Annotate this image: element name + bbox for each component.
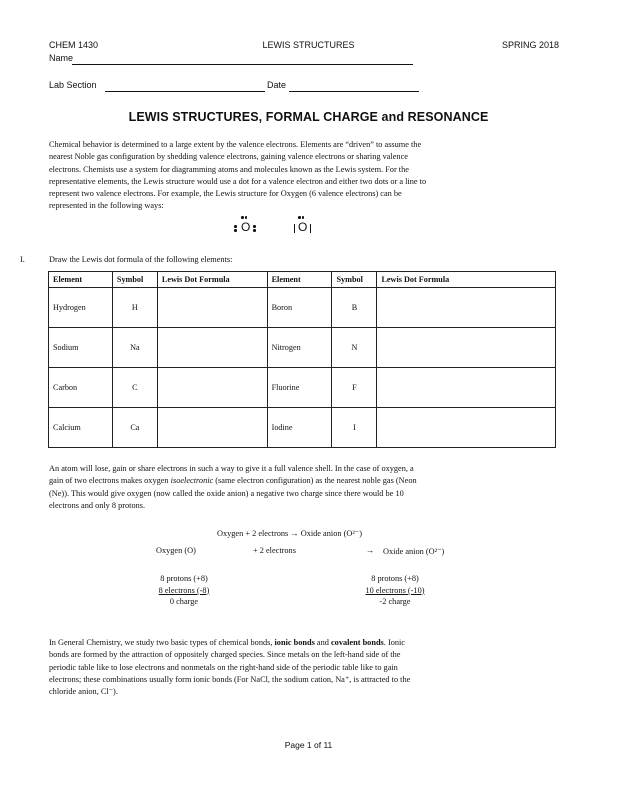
section-numeral: I. — [20, 255, 25, 264]
column-header: Lewis Dot Formula — [157, 272, 267, 288]
equation-arrow: → — [366, 546, 375, 555]
name-label: Name — [49, 53, 74, 63]
element-symbol: H — [112, 288, 157, 328]
lewis-answer-cell[interactable] — [377, 328, 556, 368]
equation-reactant: Oxygen (O) — [156, 546, 196, 555]
element-symbol: Ca — [112, 408, 157, 448]
proton-count: 8 protons (+8) — [371, 574, 419, 583]
equation-electrons: + 2 electrons — [253, 546, 296, 555]
paragraph-line: periodic table like to lose electrons and nonmetals on the right-hand side of the periodic table like to gain — [49, 662, 398, 672]
intro-line: electrons. Chemists use a system for diagramming atoms and molecules known as the Lewis system. For the — [49, 164, 409, 174]
element-symbol: N — [332, 328, 377, 368]
lewis-answer-cell[interactable] — [157, 408, 267, 448]
element-symbol: F — [332, 368, 377, 408]
column-header: Element — [267, 272, 332, 288]
header-topic: LEWIS STRUCTURES — [262, 40, 355, 50]
element-name: Boron — [267, 288, 332, 328]
oxide-anion-tally — [355, 573, 435, 608]
intro-line: nearest Noble gas configuration by shedding valence electrons, gaining valence electrons or sharing valence — [49, 152, 408, 162]
table-row — [49, 288, 556, 328]
element-name: Fluorine — [267, 368, 332, 408]
element-name: Carbon — [49, 368, 113, 408]
element-symbol: I — [332, 408, 377, 448]
intro-line: representative elements, the Lewis structure would use a dot for a valence electron and either two dots or a line to — [49, 176, 427, 186]
electron-count: 10 electrons (-10) — [365, 585, 425, 595]
column-header: Symbol — [112, 272, 157, 288]
intro-line: represent two valence electrons. For example, the Lewis structure for Oxygen (6 valence electrons) can be — [49, 189, 402, 199]
section-instruction: Draw the Lewis dot formula of the following elements: — [49, 255, 233, 264]
date-label: Date — [267, 80, 287, 90]
equation-product: Oxide anion (O²⁻) — [383, 547, 445, 556]
oxygen-symbol: O — [298, 220, 308, 234]
element-symbol: Na — [112, 328, 157, 368]
element-name: Calcium — [49, 408, 113, 448]
lewis-answer-cell[interactable] — [157, 368, 267, 408]
oxygen-lewis-lines — [290, 216, 320, 240]
page-title: LEWIS STRUCTURES, FORMAL CHARGE and RESONANCE — [128, 110, 489, 124]
lab-section-label: Lab Section — [49, 80, 97, 90]
element-symbol: B — [332, 288, 377, 328]
net-charge: 0 charge — [169, 597, 199, 606]
elements-table — [48, 271, 556, 448]
page-number: Page 1 of 11 — [284, 740, 333, 750]
element-name: Sodium — [49, 328, 113, 368]
lewis-answer-cell[interactable] — [157, 328, 267, 368]
element-name: Nitrogen — [267, 328, 332, 368]
table-row — [49, 368, 556, 408]
isoelectronic-paragraph — [49, 463, 559, 512]
paragraph-line: gain of two electrons makes oxygen isoelectronic (same electron configuration) as the nearest noble gas (Neon — [49, 476, 417, 486]
name-field[interactable] — [72, 64, 413, 65]
intro-line: represented in the following ways: — [49, 201, 164, 211]
oxygen-symbol: O — [241, 220, 251, 234]
proton-count: 8 protons (+8) — [160, 574, 208, 583]
element-name: Iodine — [267, 408, 332, 448]
header-term: SPRING 2018 — [501, 40, 559, 50]
lewis-answer-cell[interactable] — [377, 368, 556, 408]
date-field[interactable] — [289, 91, 419, 92]
oxygen-lewis-dots — [232, 216, 262, 240]
course-code: CHEM 1430 — [49, 40, 99, 50]
paragraph-line: bonds are formed by the attraction of oppositely charged species. Since metals on the left-hand side of the — [49, 650, 401, 660]
lewis-answer-cell[interactable] — [157, 288, 267, 328]
table-row — [49, 328, 556, 368]
lab-section-field[interactable] — [105, 91, 265, 92]
table-row — [49, 408, 556, 448]
lewis-answer-cell[interactable] — [377, 288, 556, 328]
paragraph-line: (Ne)). This would give oxygen (now called the oxide anion) a negative two charge since there would be 10 — [49, 488, 404, 498]
intro-line: Chemical behavior is determined to a large extent by the valence electrons. Elements are “driven” to assume the — [49, 140, 422, 149]
equation-summary: Oxygen + 2 electrons → Oxide anion (O²⁻) — [217, 529, 362, 538]
net-charge: -2 charge — [379, 597, 411, 606]
column-header: Lewis Dot Formula — [377, 272, 556, 288]
element-symbol: C — [112, 368, 157, 408]
electron-count: 8 electrons (-8) — [158, 585, 210, 595]
table-header-row — [49, 272, 556, 288]
element-name: Hydrogen — [49, 288, 113, 328]
paragraph-line: An atom will lose, gain or share electrons in such a way to give it a full valence shell. In the case of oxygen, a — [49, 464, 414, 473]
lewis-answer-cell[interactable] — [377, 408, 556, 448]
paragraph-line: electrons; these combinations usually form ionic bonds (For NaCl, the sodium cation, Na⁺, is attracted to the — [49, 674, 411, 684]
bond-types-paragraph — [49, 637, 559, 698]
paragraph-line: chloride anion, Cl⁻). — [49, 687, 118, 697]
paragraph-line: In General Chemistry, we study two basic types of chemical bonds, ionic bonds and covalent bonds. Ionic — [49, 638, 405, 647]
paragraph-line: electrons and only 8 protons. — [49, 500, 146, 510]
intro-paragraph — [49, 139, 559, 213]
oxygen-atom-tally — [148, 573, 220, 608]
column-header: Symbol — [332, 272, 377, 288]
column-header: Element — [49, 272, 113, 288]
